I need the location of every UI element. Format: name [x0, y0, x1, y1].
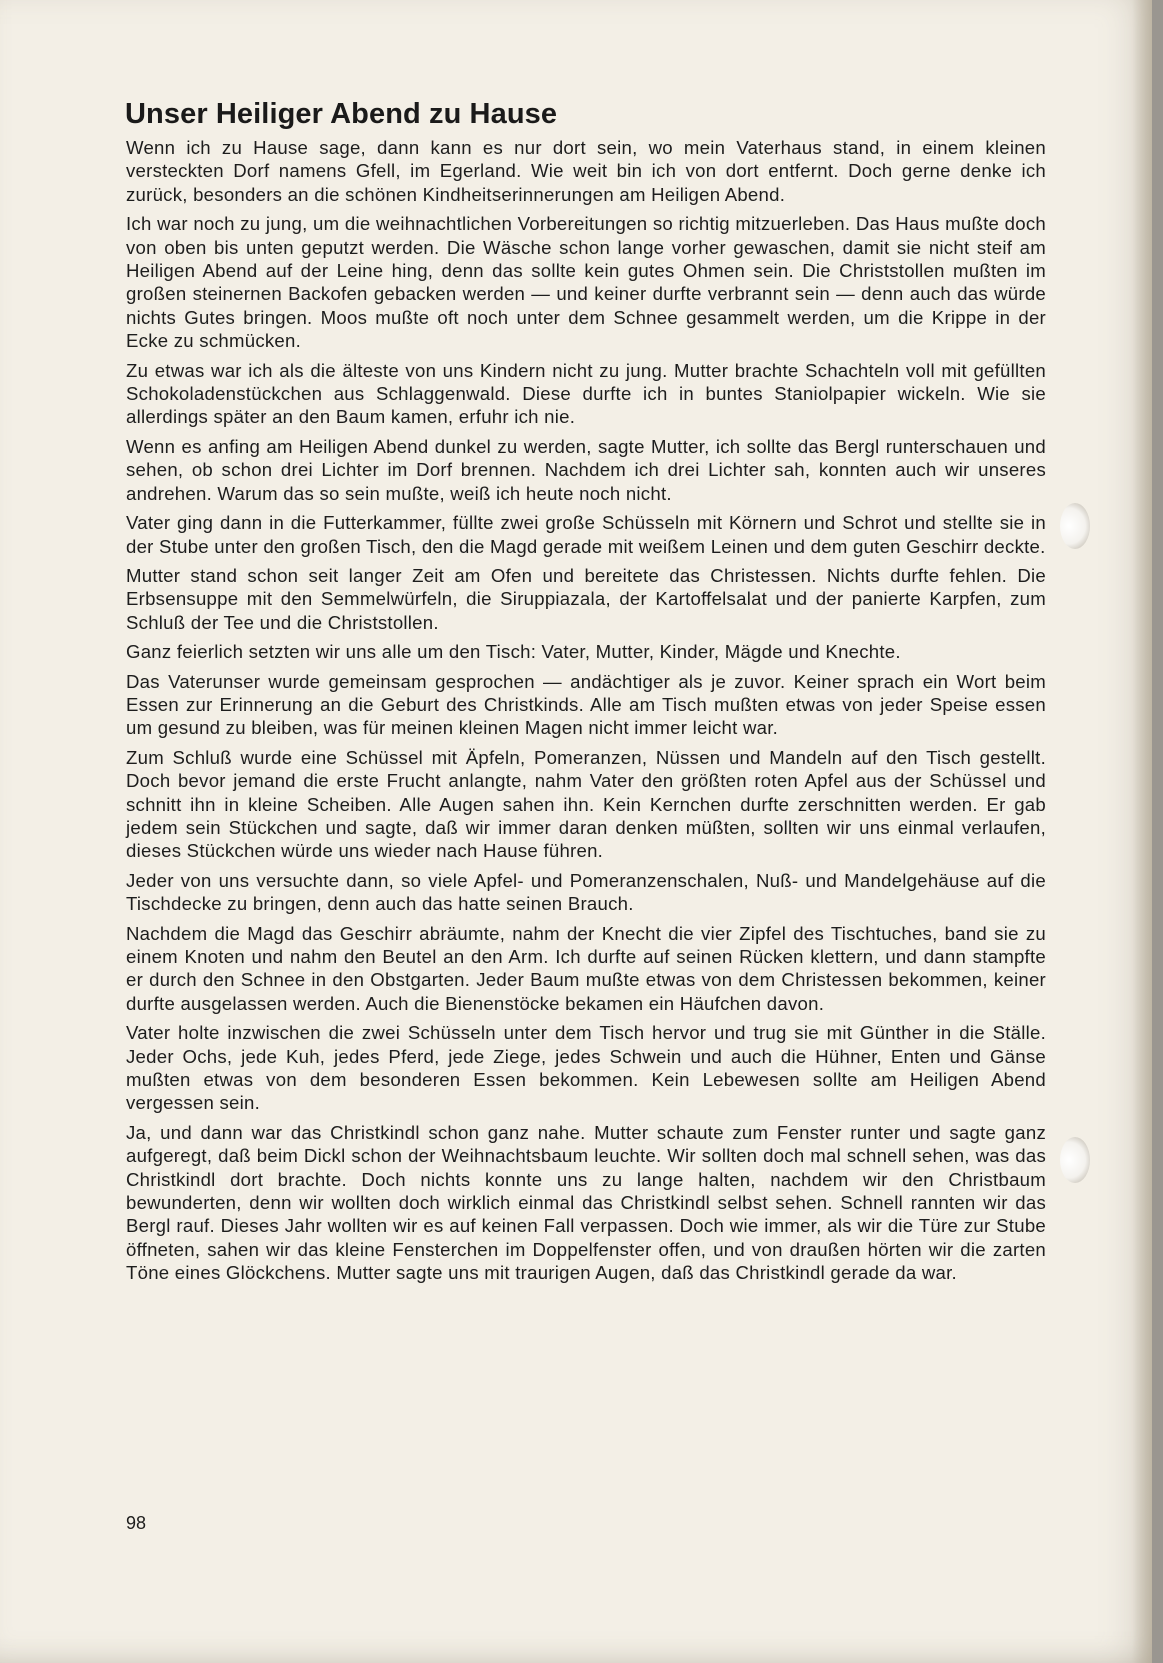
paragraph: Ja, und dann war das Christkindl schon ganz nahe. Mutter schaute zum Fenster runter und sagte ganz aufgeregt, daß beim Dickl schon der Weihnachtsbaum leuchte. Wir sollten doch mal schnell sehen, was das Christkindl dort brachte. Doch nichts konnte uns zu lange halten, nachdem wir den Christbaum bewunderten, denn wir wollten doch wirklich einmal das Christkindl selbst sehen. Schnell rannten wir das Bergl rauf. Dieses Jahr wollten wir es auf keinen Fall verpassen. Doch wie immer, als wir die Türe zur Stube öffneten, sahen wir das kleine Fensterchen im Doppelfenster offen, und von draußen hörten wir die zarten Töne eines Glöckchens. Mutter sagte uns mit traurigen Augen, daß das Christkindl gerade da war.: [126, 1121, 1046, 1284]
paragraph: Vater holte inzwischen die zwei Schüsseln unter dem Tisch hervor und trug sie mit Günther in die Ställe. Jeder Ochs, jede Kuh, jedes Pferd, jede Ziege, jedes Schwein und auch die Hühner, Enten und Gänse mußten etwas von dem besonderen Essen bekommen. Kein Lebewesen sollte am Heiligen Abend vergessen sein.: [126, 1022, 1046, 1114]
page-edge-shadow: [1132, 0, 1152, 1663]
page-number: 98: [126, 1513, 147, 1533]
paragraph: Mutter stand schon seit langer Zeit am Ofen und bereitete das Christessen. Nichts durfte fehlen. Die Erbsensuppe mit den Semmelwürfeln, die Siruppiazala, der Kartoffelsalat und der panierte Karpfen, zum Schluß der Tee und die Christstollen.: [126, 564, 1046, 633]
paragraph: Ganz feierlich setzten wir uns alle um den Tisch: Vater, Mutter, Kinder, Mägde und Knechte.: [126, 641, 901, 663]
paragraph: Zu etwas war ich als die älteste von uns Kindern nicht zu jung. Mutter brachte Schachteln voll mit gefüllten Schokoladenstückchen aus Schlaggenwald. Diese durfte ich in buntes Staniolpapier wickeln. Wie sie allerdings später an den Baum kamen, erfuhr ich nie.: [126, 359, 1046, 428]
paragraph: Vater ging dann in die Futterkammer, füllte zwei große Schüsseln mit Körnern und Schrot und stellte sie in der Stube unter den großen Tisch, den die Magd gerade mit weißem Leinen und dem guten Geschirr deckte.: [126, 512, 1046, 557]
paragraph: Das Vaterunser wurde gemeinsam gesprochen — andächtiger als je zuvor. Keiner sprach ein Wort beim Essen zur Erinnerung an die Geburt des Christkinds. Alle am Tisch mußten etwas von jeder Speise essen um gesund zu bleiben, was für meinen kleinen Magen nicht immer leicht war.: [126, 670, 1046, 739]
article: [126, 94, 1046, 1291]
paragraph: Wenn es anfing am Heiligen Abend dunkel zu werden, sagte Mutter, ich sollte das Bergl runterschauen und sehen, ob schon drei Lichter im Dorf brennen. Nachdem ich drei Lichter sah, konnten auch wir unseres andrehen. Warum das so sein mußte, weiß ich heute noch nicht.: [126, 435, 1046, 504]
punch-hole-icon: [1060, 1137, 1090, 1183]
paragraph: Wenn ich zu Hause sage, dann kann es nur dort sein, wo mein Vaterhaus stand, in einem kleinen versteckten Dorf namens Gfell, im Egerland. Wie weit bin ich von dort entfernt. Doch gerne denke ich zurück, besonders an die schönen Kindheitserinnerungen am Heiligen Abend.: [126, 137, 1046, 205]
article-title: Unser Heiliger Abend zu Hause: [125, 98, 558, 130]
paragraph: Zum Schluß wurde eine Schüssel mit Äpfeln, Pomeranzen, Nüssen und Mandeln auf den Tisch gestellt. Doch bevor jemand die erste Frucht anlangte, nahm Vater den größten roten Apfel aus der Schüssel und schnitt ihn in kleine Scheiben. Alle Augen sahen ihn. Kein Kernchen durfte zerschnitten werden. Er gab jedem sein Stückchen und sagte, daß wir immer daran denken müßten, sollten wir uns einmal verlaufen, dieses Stückchen würde uns wieder nach Hause führen.: [126, 746, 1046, 862]
paragraph: Jeder von uns versuchte dann, so viele Apfel- und Pomeranzenschalen, Nuß- und Mandelgehäuse auf die Tischdecke zu bringen, denn auch das hatte seinen Brauch.: [126, 869, 1046, 915]
paragraph: Nachdem die Magd das Geschirr abräumte, nahm der Knecht die vier Zipfel des Tischtuches, band sie zu einem Knoten und nahm den Beutel an den Arm. Ich durfte auf seinen Rücken klettern, und dann stampfte er durch den Schnee in den Obstgarten. Jeder Baum mußte etwas von dem Christessen bekommen, keiner durfte ausgelassen werden. Auch die Bienenstöcke bekamen ein Häufchen davon.: [126, 922, 1046, 1014]
punch-hole-icon: [1060, 503, 1090, 549]
paragraph: Ich war noch zu jung, um die weihnachtlichen Vorbereitungen so richtig mitzuerleben. Das Haus mußte doch von oben bis unten geputzt werden. Die Wäsche schon lange vorher gewaschen, damit sie nicht steif am Heiligen Abend auf der Leine hing, denn das sollte kein gutes Ohmen sein. Die Christstollen mußten im großen steinernen Backofen gebacken werden — und keiner durfte verbrannt sein — denn auch das würde nichts Gutes bringen. Moos mußte oft noch unter dem Schnee gesammelt werden, um die Krippe in der Ecke zu schmücken.: [126, 213, 1046, 352]
